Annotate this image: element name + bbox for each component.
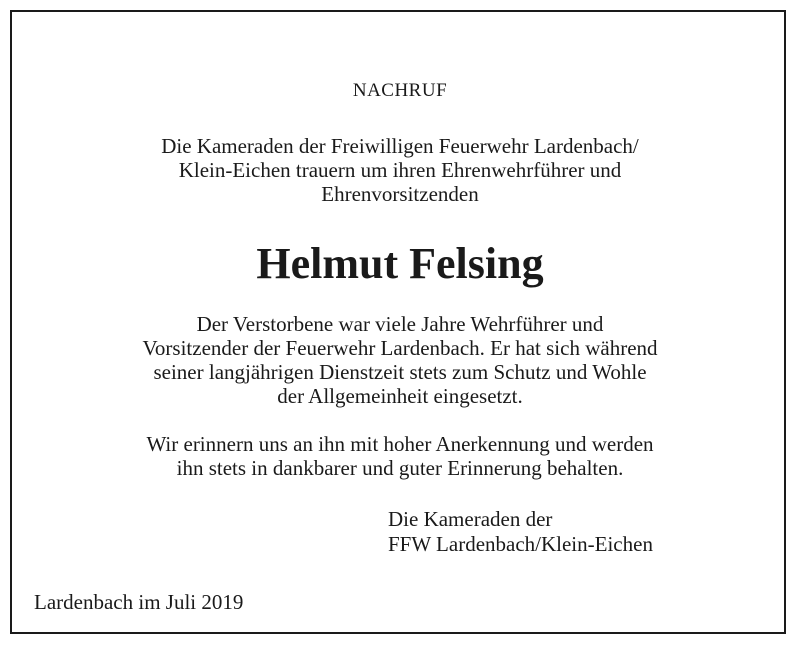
- signature-block: [388, 507, 653, 557]
- tribute-line: Der Verstorbene war viele Jahre Wehrführer und: [196, 312, 604, 336]
- tribute-paragraph: [0, 312, 800, 408]
- signature-line: FFW Lardenbach/Klein-Eichen: [388, 532, 653, 556]
- tribute-line: Vorsitzender der Feuerwehr Lardenbach. Er hat sich während: [142, 336, 658, 360]
- place-date: Lardenbach im Juli 2019: [34, 590, 244, 614]
- remembrance-line: Wir erinnern uns an ihn mit hoher Anerkennung und werden: [146, 432, 654, 456]
- intro-line: Ehrenvorsitzenden: [321, 182, 479, 206]
- intro-line: Klein-Eichen trauern um ihren Ehrenwehrführer und: [178, 158, 622, 182]
- intro-text: [0, 134, 800, 206]
- signature-line: Die Kameraden der: [388, 507, 553, 531]
- intro-line: Die Kameraden der Freiwilligen Feuerwehr Lardenbach/: [161, 134, 639, 158]
- notice-heading: NACHRUF: [352, 80, 448, 101]
- tribute-line: seiner langjährigen Dienstzeit stets zum Schutz und Wohle: [153, 360, 647, 384]
- deceased-name: Helmut Felsing: [256, 239, 544, 288]
- remembrance-paragraph: [0, 432, 800, 480]
- tribute-line: der Allgemeinheit eingesetzt.: [277, 384, 523, 408]
- remembrance-line: ihn stets in dankbarer und guter Erinnerung behalten.: [176, 456, 624, 480]
